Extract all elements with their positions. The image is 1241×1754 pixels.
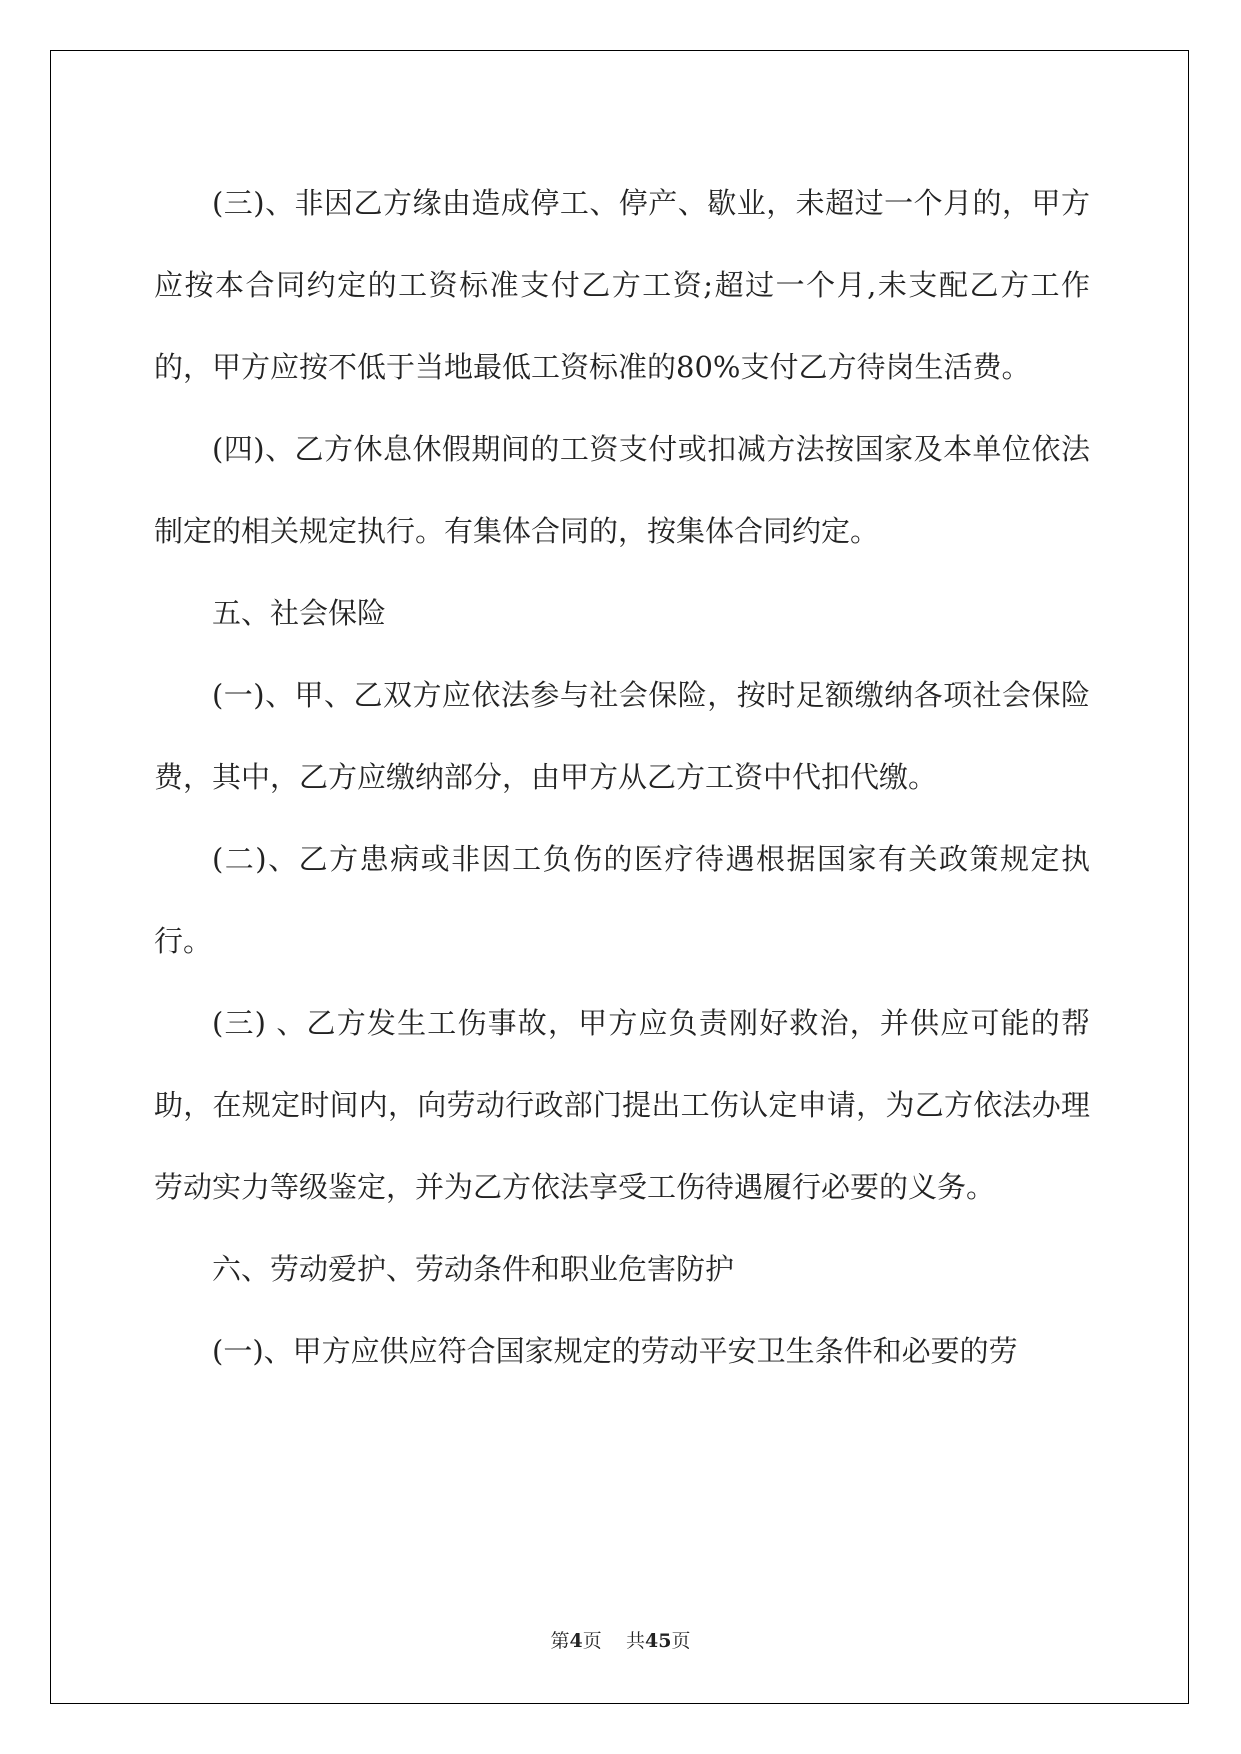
footer-page-suffix: 页 xyxy=(582,1630,602,1652)
section-heading: 六、劳动爱护、劳动条件和职业危害防护 xyxy=(212,1252,735,1286)
paragraph: (一)、甲方应供应符合国家规定的劳动平安卫生条件和必要的劳 xyxy=(212,1334,1018,1368)
footer-total-suffix: 页 xyxy=(671,1630,691,1652)
paragraph: (四)、乙方休息休假期间的工资支付或扣减方法按国家及本单位依法制定的相关规定执行。有集体合同的，按集体合同约定。 xyxy=(154,432,1090,548)
footer-total-prefix: 共 xyxy=(625,1630,645,1652)
footer-prefix: 第 xyxy=(550,1630,570,1652)
paragraph: (一)、甲、乙双方应依法参与社会保险，按时足额缴纳各项社会保险费，其中，乙方应缴纳部分，由甲方从乙方工资中代扣代缴。 xyxy=(154,678,1090,794)
page-number: 4 xyxy=(569,1630,583,1652)
paragraph: (三) 、乙方发生工伤事故，甲方应负责刚好救治，并供应可能的帮助，在规定时间内，向劳动行政部门提出工伤认定申请，为乙方依法办理劳动实力等级鉴定，并为乙方依法享受工伤待遇履行必要的义务。 xyxy=(154,1006,1090,1204)
total-pages: 45 xyxy=(644,1630,672,1652)
page-footer xyxy=(0,1626,1241,1653)
section-heading: 五、社会保险 xyxy=(212,596,387,630)
paragraph: (三)、非因乙方缘由造成停工、停产、歇业，未超过一个月的，甲方应按本合同约定的工资标准支付乙方工资;超过一个月,未支配乙方工作的，甲方应按不低于当地最低工资标准的80%支付乙方待岗生活费。 xyxy=(154,186,1090,384)
document-body xyxy=(154,162,1090,1392)
paragraph: (二)、乙方患病或非因工负伤的医疗待遇根据国家有关政策规定执行。 xyxy=(154,842,1090,958)
